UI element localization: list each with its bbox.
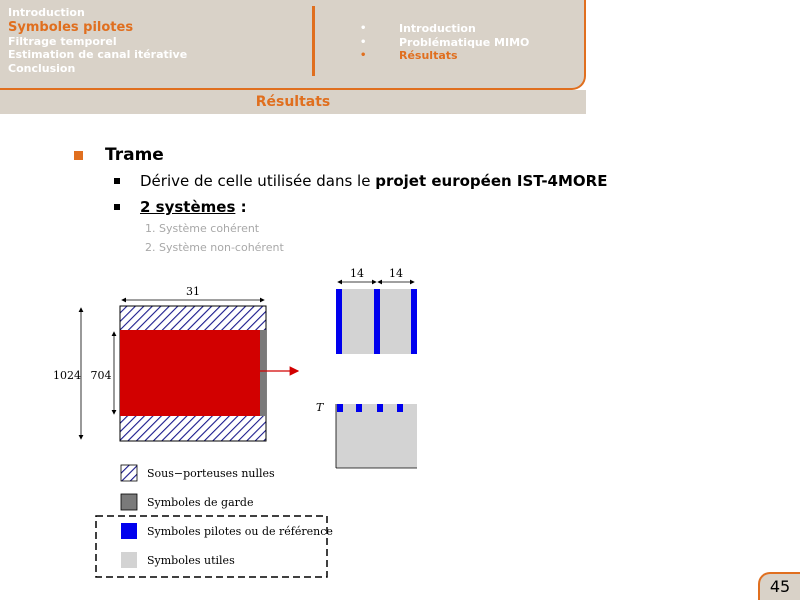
pilot-column: [336, 289, 342, 354]
black-square-bullet-icon: [114, 204, 120, 210]
legend: [96, 465, 333, 577]
page-number-box: [758, 572, 800, 600]
nav-section-symboles-pilotes[interactable]: Symboles pilotes: [8, 19, 134, 35]
pilot-symbol: [356, 404, 362, 412]
pilot-symbol: [377, 404, 383, 412]
non-coherent-frame-detail: [316, 401, 417, 468]
total-height-label: 1024: [53, 369, 81, 382]
bullet-systemes: 2 systèmes :: [114, 198, 247, 216]
nav-section-conclusion[interactable]: Conclusion: [8, 61, 76, 75]
useful-symbols-block: [336, 404, 417, 468]
slide-title: Résultats: [255, 94, 331, 110]
bullet-dot: •: [360, 50, 367, 61]
spacing-label: 14: [389, 267, 403, 280]
data-symbols-area: [120, 330, 260, 416]
nav-subsection-resultats[interactable]: • Résultats: [360, 49, 458, 62]
frame-structure-diagram: [40, 265, 440, 585]
black-square-bullet-icon: [114, 178, 120, 184]
enum-item-coherent: 1. Système cohérent: [145, 222, 260, 235]
pilot-column: [374, 289, 380, 354]
legend-guard-symbols: Symboles de garde: [147, 496, 254, 509]
guard-symbols-column: [260, 330, 266, 416]
nav-divider: [312, 6, 315, 76]
legend-useful-symbols: Symboles utiles: [147, 554, 235, 567]
nav-subsection-mimo[interactable]: • Problématique MIMO: [360, 35, 530, 49]
navigation-panel: [0, 0, 586, 90]
subsection-list: [360, 22, 529, 63]
legend-pilot-symbols: Symboles pilotes ou de référence: [147, 525, 333, 538]
legend-null-subcarriers: Sous−porteuses nulles: [147, 467, 275, 480]
bullet-trame: Trame: [74, 145, 164, 165]
nav-section-filtrage-temporel[interactable]: Filtrage temporel: [8, 34, 117, 48]
spacing-label: 14: [350, 267, 364, 280]
gray-swatch-icon: [121, 494, 137, 510]
pilot-symbol: [337, 404, 343, 412]
nav-section-introduction[interactable]: Introduction: [8, 6, 85, 19]
bullet-dot: •: [360, 23, 367, 34]
bullet-dot: •: [360, 36, 367, 48]
page-number: 45: [769, 577, 791, 596]
pilot-symbol: [397, 404, 403, 412]
width-label: 31: [186, 285, 200, 298]
coherent-frame-detail: [336, 267, 417, 354]
orange-square-bullet-icon: [74, 151, 83, 160]
ofdm-frame: [120, 306, 298, 441]
pilot-column: [411, 289, 417, 354]
enum-item-non-coherent: 2. Système non-cohérent: [145, 241, 284, 254]
nav-section-estimation[interactable]: Estimation de canal itérative: [8, 48, 188, 61]
slide-title-bar: [0, 90, 586, 114]
nav-subsection-introduction[interactable]: • Introduction: [360, 22, 476, 35]
blue-swatch-icon: [121, 523, 137, 539]
bullet-derive: Dérive de celle utilisée dans le projet européen IST-4MORE: [114, 172, 607, 190]
t-label: T: [316, 401, 324, 414]
lightgray-swatch-icon: [121, 552, 137, 568]
used-height-label: 704: [90, 369, 112, 382]
hatched-swatch-icon: [121, 465, 137, 481]
section-list: [8, 6, 187, 75]
